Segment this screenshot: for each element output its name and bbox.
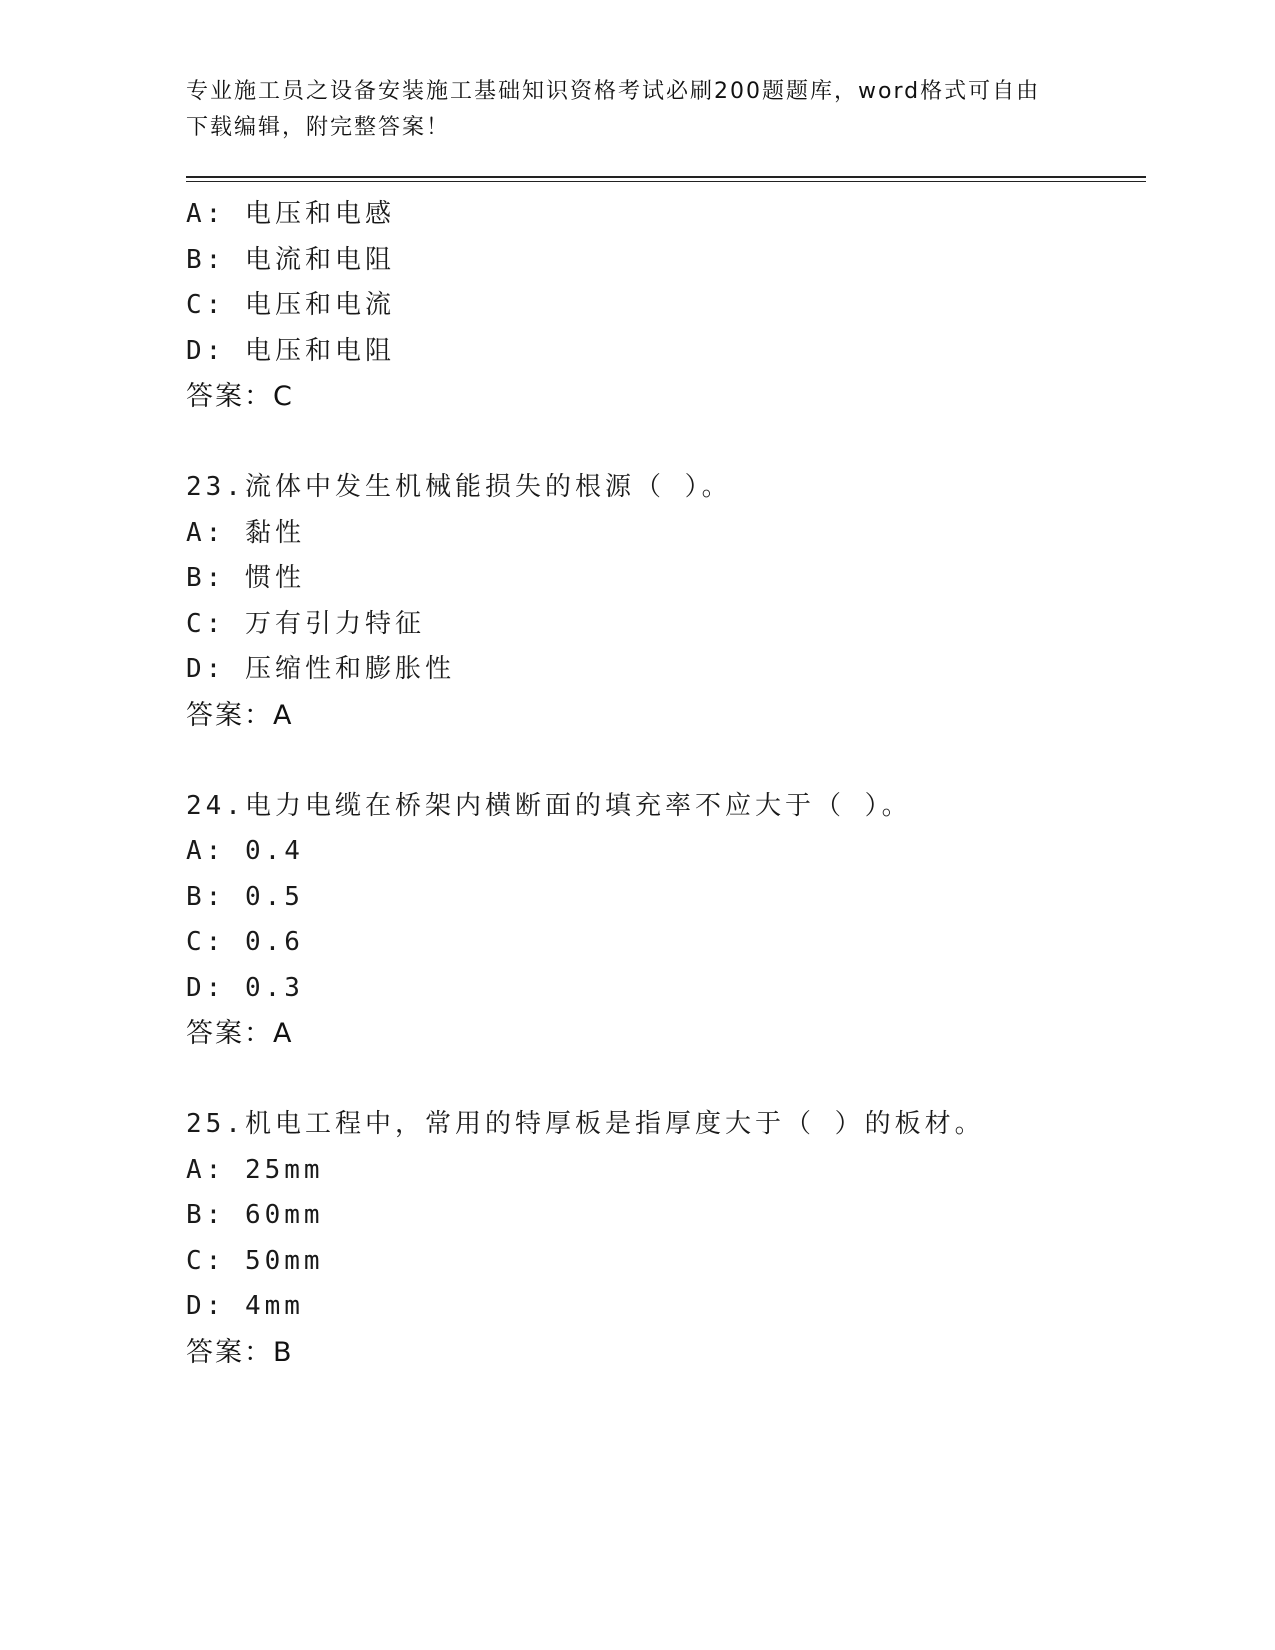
option-b: B: 60mm <box>186 1200 324 1230</box>
option-c: C: 万有引力特征 <box>186 608 425 639</box>
option-b: B: 惯性 <box>186 563 305 593</box>
option-a: A: 25mm <box>186 1154 324 1185</box>
question-text: 25.机电工程中，常用的特厚板是指厚度大于（ ）的板材。 <box>186 1109 985 1139</box>
question-23 <box>186 465 1146 738</box>
option-d: D: 电压和电阻 <box>186 335 395 366</box>
header-divider-thick <box>186 176 1146 178</box>
answer: 答案：C <box>186 381 294 412</box>
question-text: 23.流体中发生机械能损失的根源（ ）。 <box>186 472 732 502</box>
option-a: A: 0.4 <box>186 836 304 866</box>
question-24 <box>186 784 1146 1057</box>
header-line-1: 专业施工员之设备安装施工基础知识资格考试必刷200题题库，word格式可自由 <box>186 79 1041 104</box>
option-d: D: 0.3 <box>186 972 304 1003</box>
header-divider-thin <box>186 181 1146 182</box>
answer: 答案：A <box>186 699 294 731</box>
option-d: D: 压缩性和膨胀性 <box>186 654 455 684</box>
question-22 <box>186 192 1146 420</box>
option-c: C: 50mm <box>186 1245 324 1276</box>
option-c: C: 电压和电流 <box>186 290 395 320</box>
spacer <box>186 1057 1146 1103</box>
option-c: C: 0.6 <box>186 927 304 957</box>
answer: 答案：B <box>186 1336 294 1368</box>
spacer <box>186 420 1146 466</box>
question-text: 24.电力电缆在桥架内横断面的填充率不应大于（ ）。 <box>186 790 912 821</box>
question-list <box>186 192 1146 1375</box>
option-a: A: 电压和电感 <box>186 199 395 229</box>
option-b: B: 0.5 <box>186 881 304 912</box>
document-header <box>186 74 1066 146</box>
option-b: B: 电流和电阻 <box>186 244 395 275</box>
question-25 <box>186 1102 1146 1375</box>
option-a: A: 黏性 <box>186 517 305 548</box>
option-d: D: 4mm <box>186 1291 304 1321</box>
spacer <box>186 738 1146 784</box>
answer: 答案：A <box>186 1018 294 1049</box>
header-line-2: 下载编辑，附完整答案！ <box>186 115 451 140</box>
